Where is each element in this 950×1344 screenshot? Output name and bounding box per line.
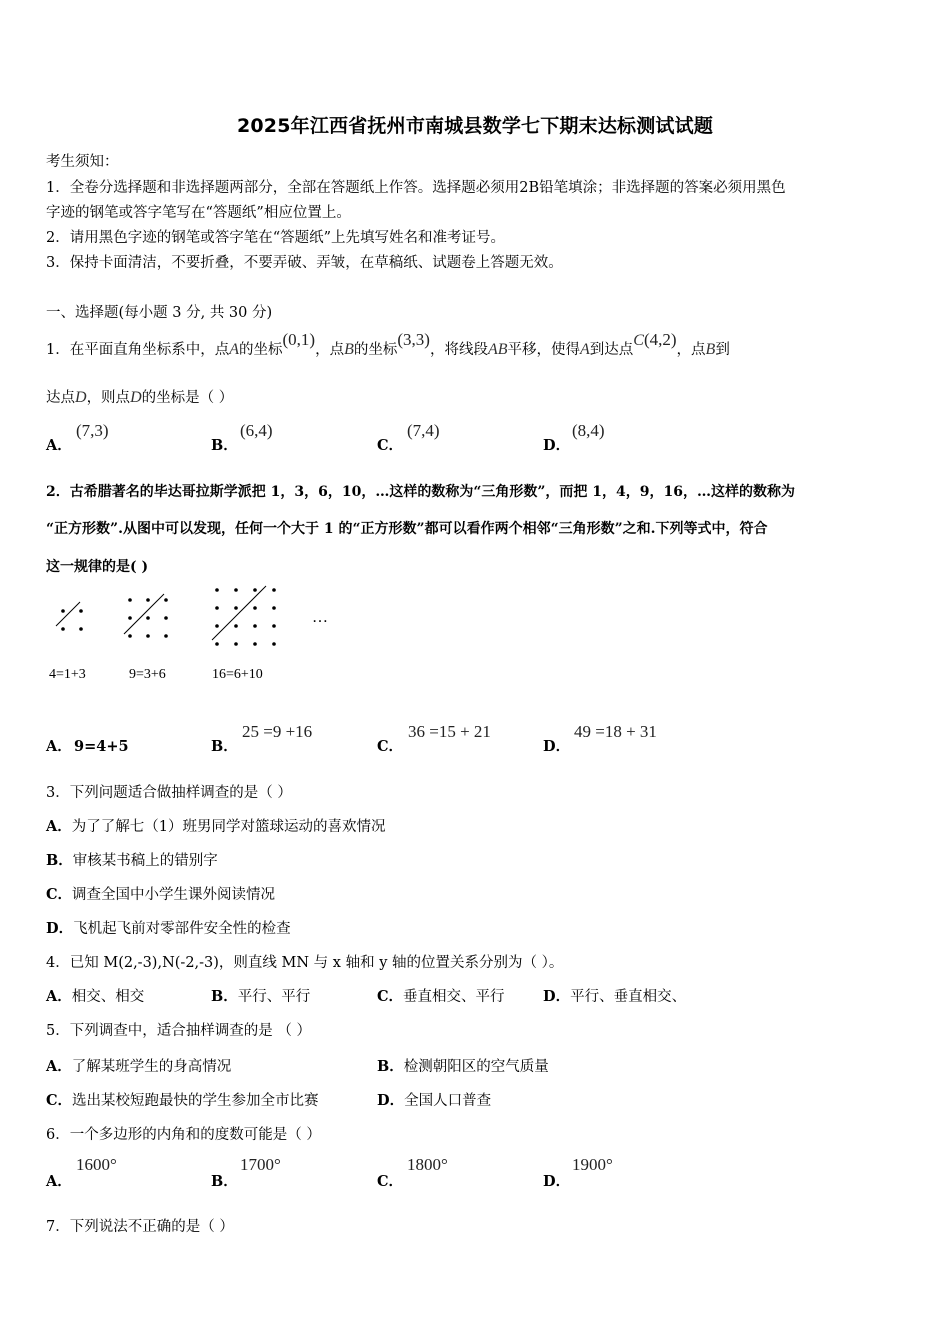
q5-text: 下列调查中，适合抽样调查的是 （ ） [69, 1023, 311, 1039]
q1-point-b: B [705, 341, 716, 358]
option-label: A． [46, 818, 72, 835]
notice-item: 1．全卷分选择题和非选择题两部分，全部在答题纸上作答。选择题必须用2B铅笔填涂；非选择题的答案必须用黑色 [46, 180, 786, 196]
option-label: B． [211, 738, 238, 755]
notice-item: 字迹的钢笔或答字笔写在“答题纸”相应位置上。 [46, 205, 351, 221]
question-7 [46, 1217, 234, 1237]
option-value: 相交、相交 [71, 989, 145, 1005]
q1-point-a: A [580, 341, 590, 358]
option-label: B． [377, 1058, 404, 1075]
question-number: 4． [46, 955, 70, 971]
q2-text: 古希腊著名的毕达哥拉斯学派把 1，3，6，10，…这样的数称为“三角形数”，而把 1，4，9，16，…这样的数称为 [69, 484, 796, 500]
option-value: 全国人口普查 [404, 1093, 492, 1109]
question-number: 6． [46, 1127, 70, 1143]
question-number: 1． [46, 342, 70, 358]
figure-ellipsis: … [312, 609, 328, 626]
option-row [46, 885, 275, 905]
dot-pattern-16 [212, 586, 276, 646]
option-value: (7,4) [407, 421, 440, 440]
question-2 [46, 482, 795, 502]
q1-coord-c: (4,2) [643, 330, 677, 349]
option-label: B． [211, 1173, 238, 1190]
figure-label: 9=3+6 [129, 667, 166, 682]
q1-text: 的坐标 [353, 342, 398, 358]
option-label: C． [377, 437, 404, 454]
option-value: 检测朝阳区的空气质量 [403, 1059, 549, 1075]
dot-pattern-figure [40, 580, 340, 685]
option-label: A． [46, 738, 72, 755]
option-label: A． [46, 1173, 72, 1190]
option-label: B． [46, 852, 73, 869]
option-label: A． [46, 437, 72, 454]
question-number: 3． [46, 785, 70, 801]
option-row [46, 851, 218, 871]
notice-item: 3．保持卡面清洁，不要折叠，不要弄破、弄皱，在草稿纸、试题卷上答题无效。 [46, 255, 563, 271]
option-value: 平行、垂直相交、 [570, 989, 687, 1005]
option-label: D． [377, 1092, 405, 1109]
question-1 [46, 330, 730, 360]
question-5 [46, 1021, 311, 1041]
option-row [377, 1091, 491, 1111]
dot-pattern-9 [124, 594, 168, 638]
option-value: 选出某校短跑最快的学生参加全市比赛 [72, 1093, 319, 1109]
figure-label: 4=1+3 [49, 667, 86, 682]
option-value: 1800° [407, 1155, 448, 1174]
q2-text: “正方形数”.从图中可以发现，任何一个大于 1 的“正方形数”都可以看作两个相邻“三角形数”之和.下列等式中，符合 [46, 521, 768, 537]
option-value: 9=4+5 [74, 738, 129, 755]
q1-point-d: D [130, 389, 142, 406]
question-number: 2． [46, 484, 70, 500]
q1-point-a: A [229, 341, 240, 358]
q1-text: 到达点 [589, 342, 634, 358]
section-heading: 一、选择题(每小题 3 分, 共 30 分) [46, 305, 273, 321]
q1-text: ，则点 [86, 390, 131, 406]
q1-segment-ab: AB [487, 341, 508, 358]
option-label: A． [46, 988, 72, 1005]
q2-text: 这一规律的是( ) [46, 559, 149, 575]
option-row [377, 1057, 549, 1077]
notice-heading: 考生须知： [46, 154, 119, 170]
option-label: C． [377, 738, 404, 755]
q7-text: 下列说法不正确的是（ ） [69, 1219, 234, 1235]
q1-coord-a: (0,1) [282, 330, 316, 349]
option-value: 平行、平行 [237, 989, 311, 1005]
option-row [46, 817, 386, 837]
option-row [211, 987, 310, 1007]
option-label: D． [543, 988, 571, 1005]
q1-text: 达点 [46, 390, 75, 406]
option-label: C． [377, 988, 404, 1005]
q1-text: 到 [715, 342, 730, 358]
option-value: 审核某书稿上的错别字 [72, 853, 218, 869]
q1-point-d: D [75, 389, 87, 406]
q6-text: 一个多边形的内角和的度数可能是（ ） [69, 1127, 321, 1143]
option-row [46, 1057, 231, 1077]
option-row [543, 987, 686, 1007]
q1-text: 的坐标 [239, 342, 283, 358]
q1-text: ，点 [315, 342, 345, 358]
q4-text: 已知 M(2,-3),N(-2,-3)，则直线 MN 与 x 轴和 y 轴的位置关系分别为（ ）。 [69, 955, 564, 971]
option-label: C． [46, 886, 73, 903]
option-row [377, 987, 505, 1007]
option-value: (8,4) [572, 421, 605, 440]
option-value: 了解某班学生的身高情况 [71, 1059, 232, 1075]
question-number: 7． [46, 1219, 70, 1235]
option-label: B． [211, 988, 238, 1005]
q1-text: ，将线段 [429, 342, 488, 358]
option-value: 25 =9 +16 [242, 722, 313, 741]
figure-label: 16=6+10 [212, 667, 263, 682]
option-row [46, 919, 291, 939]
option-value: 1600° [76, 1155, 117, 1174]
option-label: D． [46, 920, 74, 937]
q1-text: 平移，使得 [507, 342, 580, 358]
question-1-line-2 [46, 388, 233, 408]
q3-text: 下列问题适合做抽样调查的是（ ） [69, 785, 292, 801]
question-3 [46, 783, 292, 803]
option-value: 为了了解七（1）班男同学对篮球运动的喜欢情况 [71, 819, 386, 835]
option-label: A． [46, 1058, 72, 1075]
q1-point-b: B [344, 341, 354, 358]
option-value: 36 =15 + 21 [408, 722, 491, 741]
option-label: B． [211, 437, 238, 454]
option-label: D． [543, 738, 571, 755]
question-4 [46, 953, 563, 973]
option-row [46, 987, 144, 1007]
q1-coord-b: (3,3) [397, 330, 430, 349]
option-value: (6,4) [240, 421, 273, 440]
q1-point-c: C [633, 332, 644, 349]
q1-text: 的坐标是（ ） [141, 390, 234, 406]
option-value: 飞机起飞前对零部件安全性的检查 [73, 921, 291, 937]
q1-text: ，点 [676, 342, 706, 358]
notice-item: 2．请用黑色字迹的钢笔或答字笔在“答题纸”上先填写姓名和准考证号。 [46, 230, 506, 246]
option-value: 1700° [240, 1155, 281, 1174]
option-value: (7,3) [76, 421, 109, 440]
option-value: 1900° [572, 1155, 613, 1174]
question-number: 5． [46, 1023, 70, 1039]
option-value: 49 =18 + 31 [574, 722, 657, 741]
option-row [46, 1091, 319, 1111]
option-value: 调查全国中小学生课外阅读情况 [72, 887, 276, 903]
question-6 [46, 1125, 321, 1145]
option-label: C． [46, 1092, 73, 1109]
option-value: 垂直相交、平行 [403, 989, 505, 1005]
dot-pattern-4 [56, 602, 83, 631]
option-label: D． [543, 1173, 571, 1190]
option-label: C． [377, 1173, 404, 1190]
page-title: 2025年江西省抚州市南城县数学七下期末达标测试试题 [236, 115, 714, 137]
option-label: D． [543, 437, 571, 454]
q1-text: 在平面直角坐标系中，点 [69, 342, 230, 358]
